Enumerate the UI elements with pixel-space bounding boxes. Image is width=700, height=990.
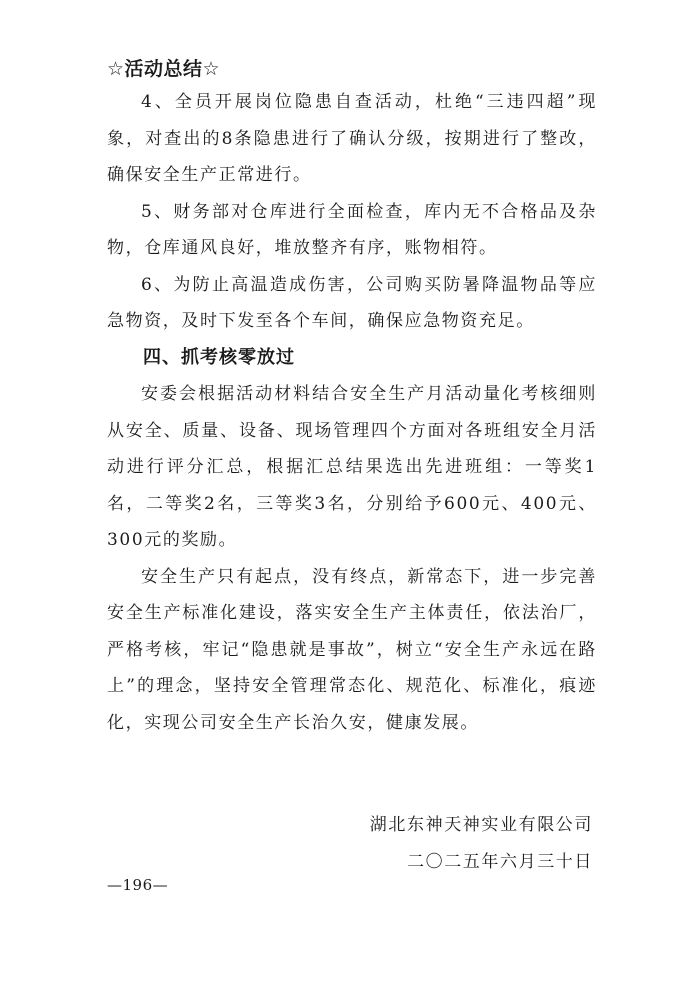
body-text	[107, 84, 597, 741]
signature-block	[370, 807, 593, 881]
page-number: —196—	[107, 876, 169, 894]
paragraph-assessment: 安委会根据活动材料结合安全生产月活动量化考核细则从安全、质量、设备、现场管理四个方面对各班组安全月活动进行评分汇总，根据汇总结果选出先进班组：一等奖1名，二等奖2名，三等奖3名，分别给予600元、400元、300元的奖励。	[107, 384, 597, 550]
signature-company: 湖北东神天神实业有限公司	[369, 815, 593, 835]
paragraph-item-4: 4、全员开展岗位隐患自查活动，杜绝“三违四超”现象，对查出的8条隐患进行了确认分级，按期进行了整改，确保安全生产正常进行。	[107, 92, 597, 185]
paragraph-item-5: 5、财务部对仓库进行全面检查，库内无不合格品及杂物，仓库通风良好，堆放整齐有序，账物相符。	[107, 201, 597, 258]
paragraph-item-6: 6、为防止高温造成伤害，公司购买防暑降温物品等应急物资，及时下发至各个车间，确保应急物资充足。	[107, 274, 597, 331]
signature-date: 二〇二五年六月三十日	[407, 852, 593, 872]
heading-section-4: 四、抓考核零放过	[143, 346, 295, 368]
section-title: ☆活动总结☆	[107, 58, 221, 80]
paragraph-conclusion: 安全生产只有起点，没有终点，新常态下，进一步完善安全生产标准化建设，落实安全生产主体责任，依法治厂，严格考核，牢记“隐患就是事故”，树立“安全生产永远在路上”的理念，坚持安全管理常态化、规范化、标准化，痕迹化，实现公司安全生产长治久安，健康发展。	[107, 566, 597, 733]
